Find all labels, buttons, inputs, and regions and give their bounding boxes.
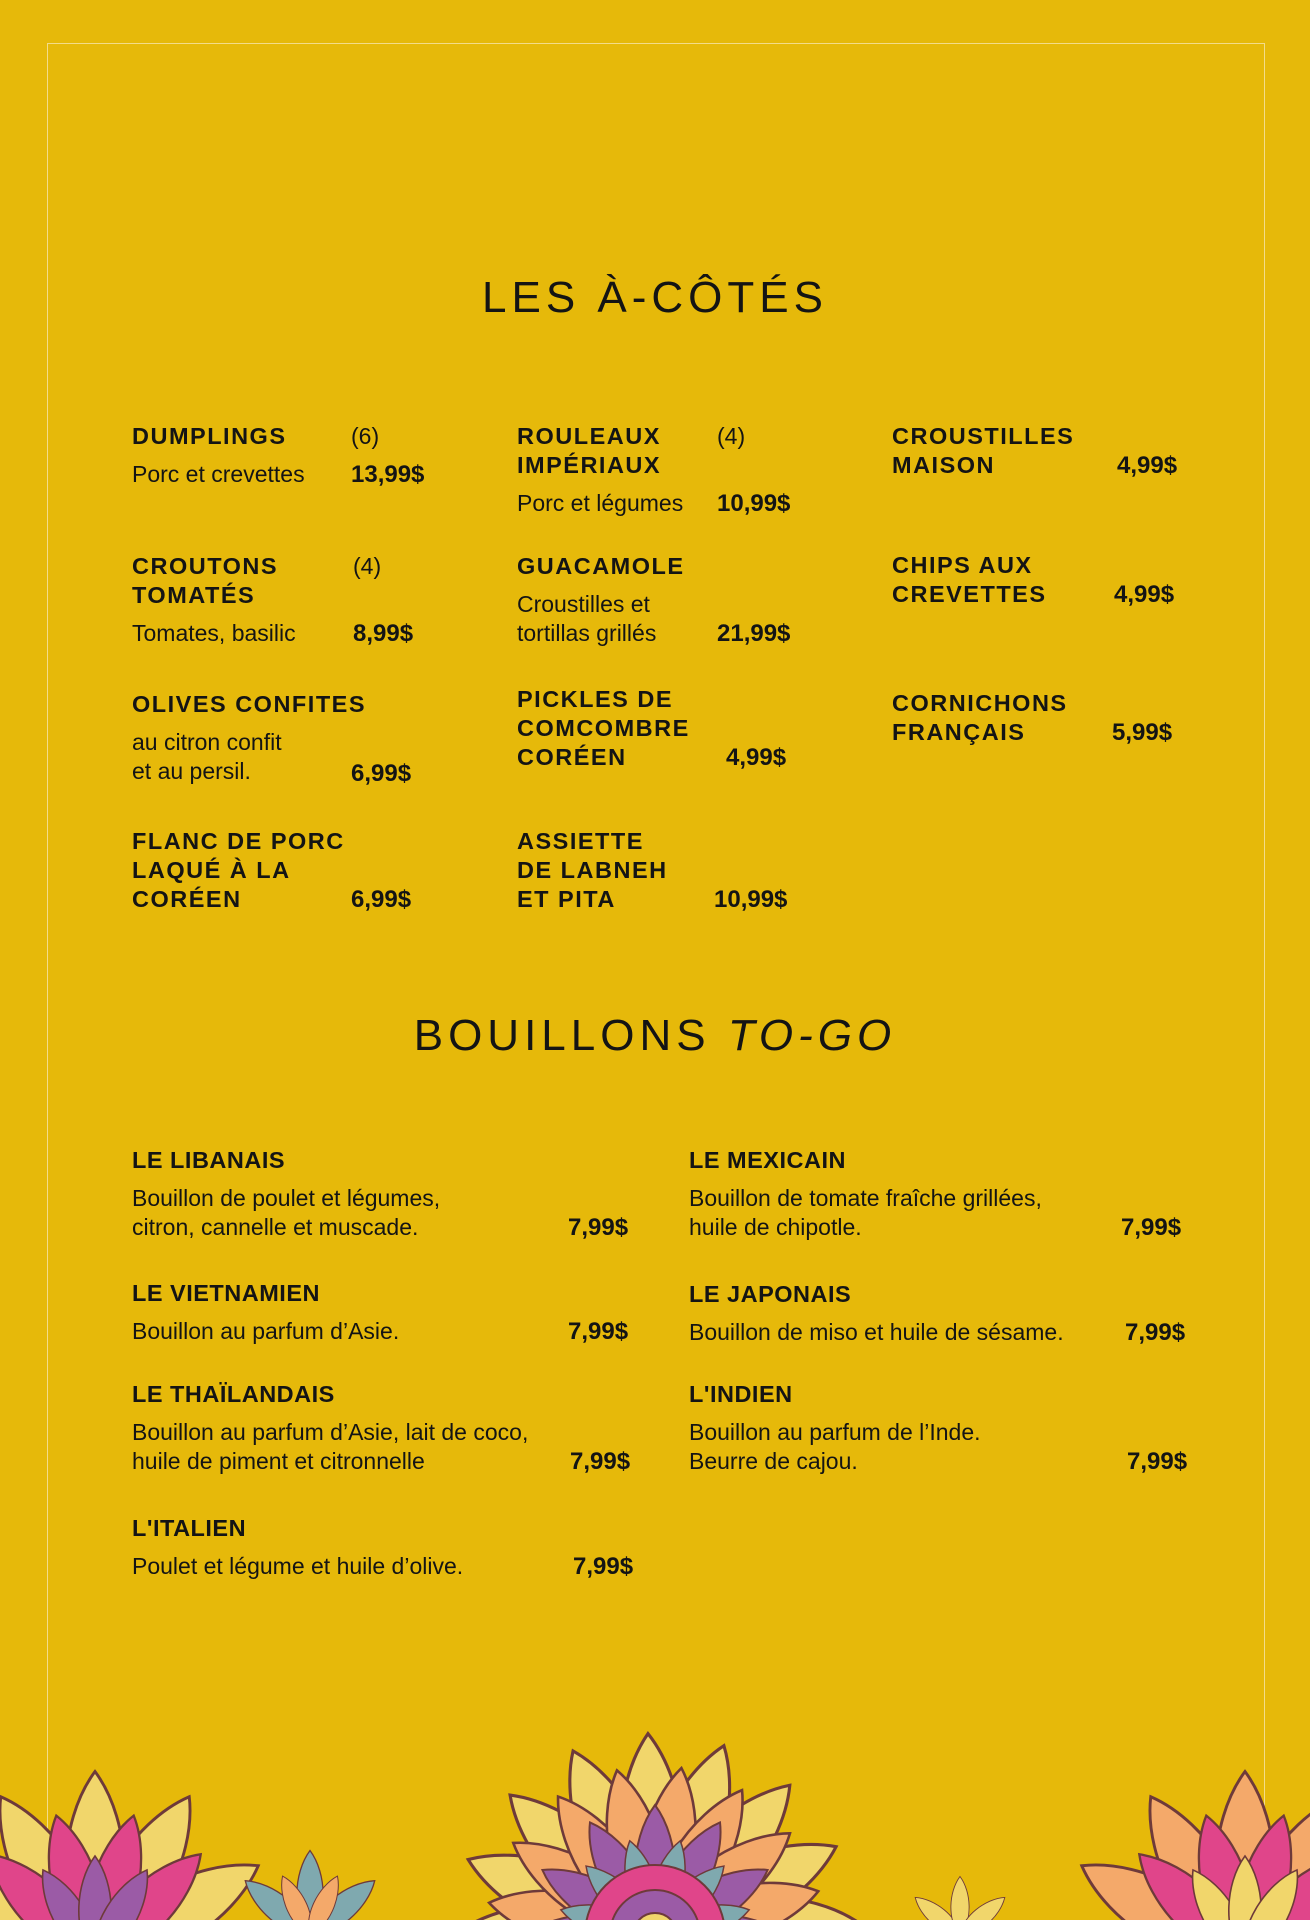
- item-price: 6,99$: [351, 760, 412, 787]
- item-description: Bouillon au parfum de l’Inde. Beurre de cajou.: [689, 1419, 981, 1474]
- item-price: 6,99$: [351, 886, 412, 913]
- item-description: Porc et crevettes: [132, 461, 305, 487]
- item-price: 4,99$: [1117, 452, 1178, 479]
- right-mandala-icon: [1067, 1772, 1310, 1920]
- item-name: PICKLES DE COMCOMBRE CORÉEN: [517, 686, 690, 770]
- item-name: LE JAPONAIS: [689, 1281, 852, 1307]
- item-description: au citron confit et au persil.: [132, 729, 282, 784]
- item-price: 8,99$: [353, 620, 414, 647]
- item-name: OLIVES CONFITES: [132, 691, 367, 717]
- item-name: LE MEXICAIN: [689, 1147, 846, 1173]
- item-quantity: (4): [717, 423, 746, 449]
- item-description: Porc et légumes: [517, 490, 684, 516]
- item-quantity: (6): [351, 423, 380, 449]
- item-description: Bouillon de poulet et légumes, citron, cannelle et muscade.: [132, 1185, 441, 1240]
- item-name: FLANC DE PORC LAQUÉ À LA CORÉEN: [132, 828, 345, 912]
- item-name: CORNICHONS FRANÇAIS: [892, 690, 1068, 745]
- item-name: L'ITALIEN: [132, 1515, 247, 1541]
- item-name: LE LIBANAIS: [132, 1147, 286, 1173]
- item-description: Poulet et légume et huile d’olive.: [132, 1553, 464, 1579]
- item-name: ROULEAUX IMPÉRIAUX: [517, 423, 662, 478]
- small-flower-icon: [909, 1877, 1010, 1920]
- item-price: 7,99$: [568, 1318, 629, 1345]
- broths-title-main: BOUILLONS: [413, 1011, 711, 1060]
- item-description: Bouillon au parfum d’Asie.: [132, 1318, 400, 1344]
- item-price: 10,99$: [717, 490, 791, 517]
- item-description: Bouillon de miso et huile de sésame.: [689, 1319, 1064, 1345]
- item-price: 7,99$: [1127, 1448, 1188, 1475]
- item-description: Bouillon de tomate fraîche grillées, huile de chipotle.: [689, 1185, 1042, 1240]
- item-price: 4,99$: [726, 744, 787, 771]
- item-quantity: (4): [353, 553, 382, 579]
- item-name: L'INDIEN: [689, 1381, 793, 1407]
- item-description: Bouillon au parfum d’Asie, lait de coco, huile de piment et citronnelle: [132, 1419, 529, 1474]
- item-name: DUMPLINGS: [132, 423, 287, 449]
- left-mandala-icon: [0, 1772, 273, 1920]
- item-name: GUACAMOLE: [517, 553, 685, 579]
- item-description: Tomates, basilic: [132, 620, 296, 646]
- item-price: 7,99$: [1121, 1214, 1182, 1241]
- item-name: CHIPS AUX CREVETTES: [892, 552, 1047, 607]
- item-price: 7,99$: [570, 1448, 631, 1475]
- item-name: CROUSTILLES MAISON: [892, 423, 1075, 478]
- sides-title: LES À-CÔTÉS: [482, 273, 828, 322]
- item-price: 7,99$: [573, 1553, 634, 1580]
- broths-title-italic: TO-GO: [727, 1011, 897, 1060]
- item-price: 10,99$: [714, 886, 788, 913]
- item-price: 7,99$: [1125, 1319, 1186, 1346]
- item-name: LE THAÏLANDAIS: [132, 1381, 335, 1407]
- item-name: LE VIETNAMIEN: [132, 1280, 320, 1306]
- item-price: 5,99$: [1112, 719, 1173, 746]
- item-description: Croustilles et tortillas grillés: [517, 591, 657, 646]
- item-price: 21,99$: [717, 620, 791, 647]
- item-price: 7,99$: [568, 1214, 629, 1241]
- item-price: 4,99$: [1114, 581, 1175, 608]
- item-name: ASSIETTE DE LABNEH ET PITA: [517, 828, 668, 912]
- item-name: CROUTONS TOMATÉS: [132, 553, 279, 608]
- item-price: 13,99$: [351, 461, 425, 488]
- center-mandala-icon: [454, 1733, 859, 1920]
- small-flower-icon: [237, 1851, 383, 1920]
